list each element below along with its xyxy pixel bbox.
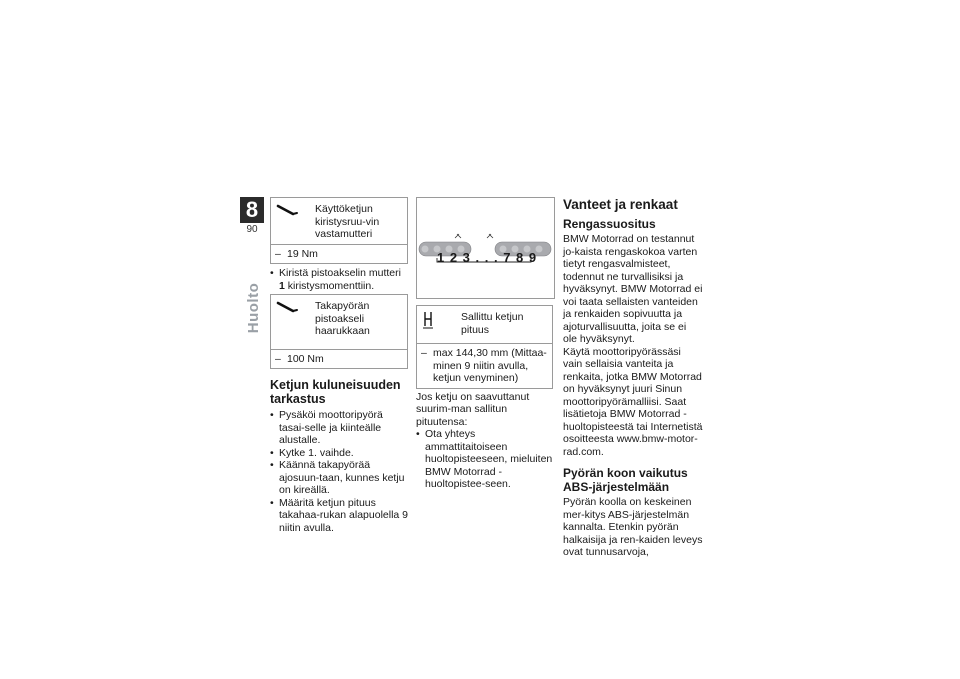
chain-length-box bbox=[416, 305, 553, 389]
chain-length-label: Sallittu ketjun pituus bbox=[461, 311, 524, 336]
caliper-icon bbox=[421, 310, 461, 334]
list-item: • Käännä takapyörää ajosuun-taan, kunnes ketju on kireällä. bbox=[270, 459, 408, 497]
paragraph: BMW Motorrad on testannut jo-kaista rengaskokoa varten tietyt rengasvalmisteet, todennut ne turvallisiksi ja hyväksynyt. BMW Motorrad ei voi taata sellaisten vanteiden ja renkaiden sopivuutta ja ajoturvallisuutta, joita se ei ole hyväksynyt. bbox=[563, 233, 703, 345]
column-3 bbox=[563, 197, 703, 559]
section-title-wheels: Vanteet ja renkaat bbox=[563, 197, 678, 212]
subheading-wheel-size-abs: Pyörän koon vaikutus ABS-järjestelmään bbox=[563, 466, 688, 494]
chapter-number: 8 bbox=[240, 197, 264, 223]
paragraph: Käytä moottoripyörässäsi vain sellaisia vanteita ja renkaita, jotka BMW Motorrad on hyväksynyt juuri Sinun moottoripyörämalliisi. Saat lisätietoja BMW Motorrad -huoltopisteestä tai Internetistä osoitteesta www.bmw-motor-rad.com. bbox=[563, 345, 703, 458]
chain-figure bbox=[416, 197, 555, 299]
chapter-name: Huolto bbox=[245, 282, 262, 334]
chain-intro: Jos ketju on saavuttanut suurim-man sallitun pituutensa: bbox=[416, 390, 530, 428]
chain-length-value: – max 144,30 mm (Mittaa-minen 9 niitin avulla, ketjun venyminen) bbox=[421, 347, 548, 385]
wrench-icon bbox=[275, 202, 315, 224]
subheading-tire-recommendation: Rengassuositus bbox=[563, 217, 656, 231]
torque-box-1 bbox=[270, 197, 408, 264]
list-item: • Kytke 1. vaihde. bbox=[270, 447, 408, 460]
list-item: • Ota yhteys ammattitaitoiseen huoltopisteeseen, mieluiten BMW Motorrad -huoltopistee-seen. bbox=[416, 428, 553, 491]
list-item: • Määritä ketjun pituus takahaa-rukan alapuolella 9 niitin avulla. bbox=[270, 497, 408, 535]
column-1 bbox=[270, 197, 408, 534]
step-tighten: • Kiristä pistoakselin mutteri 1 kiristysmomenttiin. bbox=[270, 267, 408, 292]
list-item: • Pysäköi moottoripyörä tasai-selle ja kiinteälle alustalle. bbox=[270, 409, 408, 447]
torque-label-1: Käyttöketjun kiristysruu-vin vastamutteri bbox=[315, 203, 380, 240]
page-number: 90 bbox=[246, 224, 258, 235]
torque-box-2 bbox=[270, 294, 408, 369]
paragraph: Pyörän koolla on keskeinen mer-kitys ABS-järjestelmän kannalta. Etenkin pyörän halkaisija ja ren-kaiden leveys ovat tunnusarvoja, bbox=[563, 496, 703, 558]
rivet-numbering: 1 2 3 . . . 7 8 9 bbox=[437, 250, 538, 265]
column-2 bbox=[416, 197, 553, 491]
chain-illustration bbox=[417, 198, 554, 298]
torque-value-2: – 100 Nm bbox=[275, 353, 403, 366]
torque-label-2: Takapyörän pistoakseli haarukkaan bbox=[315, 300, 370, 337]
torque-value-1: – 19 Nm bbox=[275, 248, 403, 261]
chain-check-steps bbox=[270, 409, 408, 534]
wrench-icon bbox=[275, 299, 315, 321]
section-heading-chain: Ketjun kuluneisuuden tarkastus bbox=[270, 378, 401, 406]
